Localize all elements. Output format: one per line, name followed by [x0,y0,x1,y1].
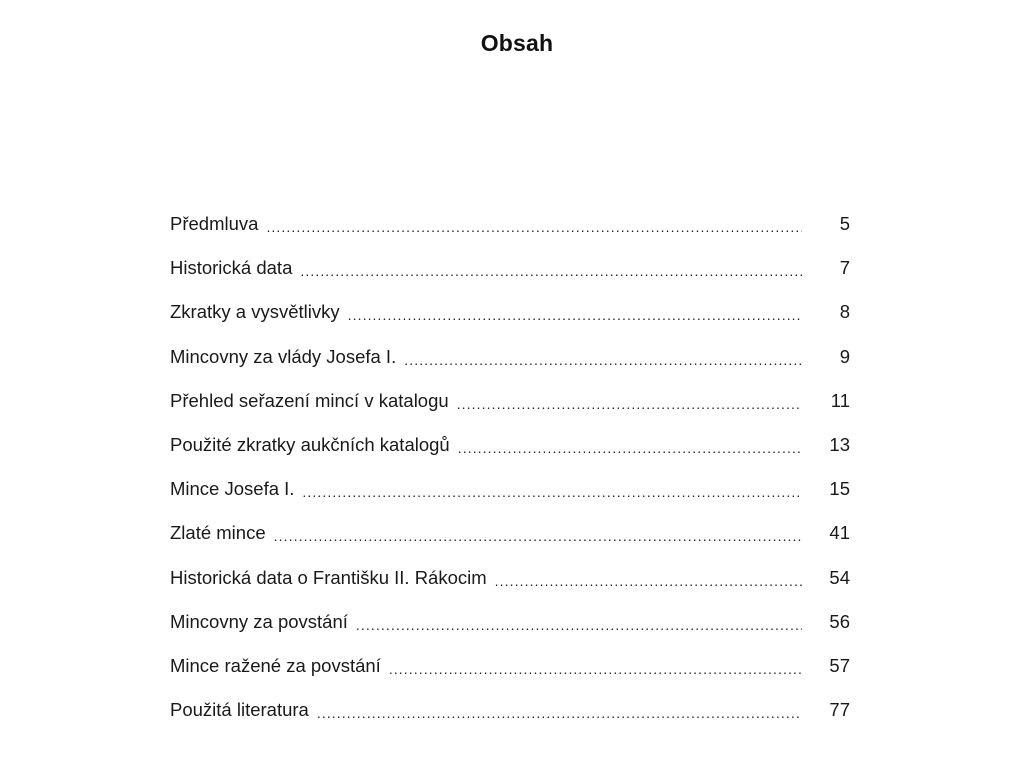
toc-entry-label: Přehled seřazení mincí v katalogu [170,389,449,411]
toc-entry-page-number: 57 [829,654,850,676]
toc-entry-page-number: 41 [829,522,850,544]
toc-entry-zkratky-a-vysvetlivky [170,294,851,338]
toc-entry-predmluva [170,206,851,250]
dot-leader [266,209,802,245]
dot-leader [457,386,802,422]
toc-entry-page-number: 54 [829,566,850,588]
toc-entry-page-number: 13 [829,433,850,455]
dot-leader [495,563,802,599]
toc-entry-label: Použité zkratky aukčních katalogů [170,433,450,455]
table-of-contents [170,206,851,736]
dot-leader [274,518,802,554]
toc-entry-page-number: 7 [839,257,850,279]
toc-entry-pouzita-literatura [170,692,851,736]
toc-entry-page-number: 77 [829,699,850,721]
toc-entry-page-number: 11 [830,389,850,411]
toc-entry-historicka-data [170,250,851,294]
toc-entry-label: Mince Josefa I. [170,478,295,500]
dot-leader [302,474,802,510]
toc-entry-page-number: 56 [829,610,850,632]
toc-entry-prehled-serazeni [170,383,851,427]
dot-leader [458,430,802,466]
dot-leader [317,695,802,731]
toc-entry-pouzite-zkratky [170,427,851,471]
toc-entry-label: Mince ražené za povstání [170,654,381,676]
toc-entry-historicka-data-rakoci [170,560,851,604]
dot-leader [356,607,802,643]
dot-leader [404,342,802,378]
toc-entry-page-number: 15 [829,478,850,500]
toc-entry-label: Předmluva [170,213,259,234]
toc-entry-mince-razene [170,648,851,692]
dot-leader [348,297,802,333]
toc-entry-label: Mincovny za povstání [170,610,348,632]
toc-entry-label: Zkratky a vysvětlivky [170,301,340,323]
toc-entry-page-number: 9 [839,345,850,367]
toc-entry-mincovny-za-povstani [170,604,851,648]
toc-entry-zlate-mince [170,515,851,559]
dot-leader [389,651,802,687]
toc-entry-page-number: 5 [839,213,850,234]
toc-entry-mincovny-za-vlady [170,339,851,383]
page-title: Obsah [480,30,554,56]
toc-entry-label: Mincovny za vlády Josefa I. [170,345,397,367]
toc-entry-label: Použitá literatura [170,699,309,721]
toc-entry-mince-josefa [170,471,851,515]
dot-leader [300,253,802,289]
toc-entry-label: Historická data o Františku II. Rákocim [170,566,487,588]
toc-entry-label: Historická data [170,257,293,279]
toc-entry-label: Zlaté mince [170,522,266,544]
toc-entry-page-number: 8 [839,301,850,323]
